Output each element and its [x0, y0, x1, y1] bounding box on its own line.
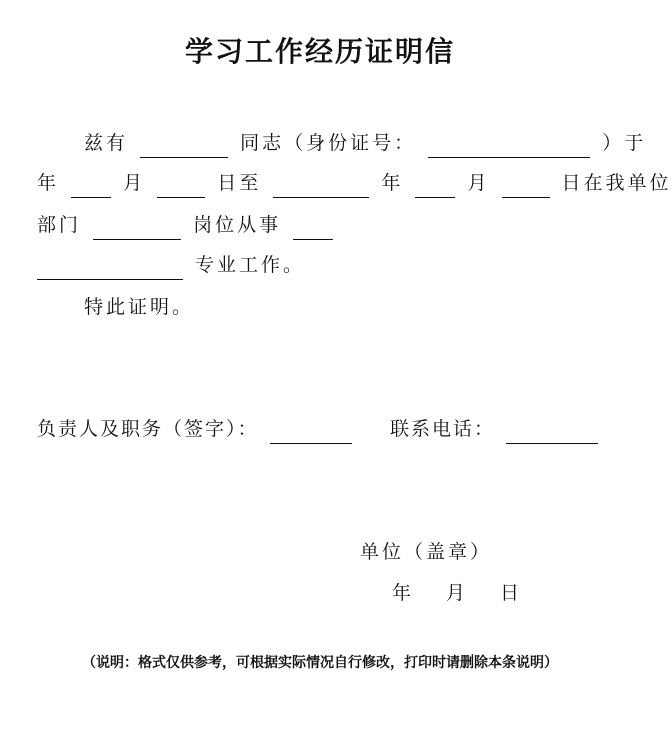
name-blank[interactable] [140, 137, 228, 158]
id-number-blank[interactable] [428, 137, 590, 158]
text-major-work: 专业工作。 [195, 254, 306, 276]
instruction-note: （说明：格式仅供参考，可根据实际情况自行修改，打印时请删除本条说明） [82, 655, 558, 671]
end-year-blank[interactable] [273, 177, 369, 198]
text-month-2: 月 [467, 172, 490, 194]
position-blank[interactable] [293, 219, 333, 240]
responsible-signature-blank[interactable] [270, 423, 352, 444]
body-line-4 [37, 250, 597, 280]
phone-label: 联系电话： [390, 418, 496, 440]
start-month-blank[interactable] [157, 177, 205, 198]
responsible-signature-row [37, 414, 355, 444]
phone-blank[interactable] [506, 423, 598, 444]
body-line-1 [37, 128, 647, 158]
body-line-5 [37, 292, 597, 322]
document-title: 学习工作经历证明信 [184, 35, 455, 68]
body-line-2 [37, 168, 672, 198]
start-year-blank[interactable] [71, 177, 111, 198]
major-work-blank[interactable] [37, 259, 183, 280]
text-year: 年 [37, 172, 60, 194]
text-zi-you: 兹有 [84, 132, 129, 154]
end-day-blank[interactable] [502, 177, 550, 198]
closing-text: 特此证明。 [84, 296, 195, 318]
date-year: 年 [392, 582, 412, 604]
text-position-engaged: 岗位从事 [193, 214, 282, 236]
text-day-at-unit: 日在我单位 [561, 172, 672, 194]
responsible-label: 负责人及职务（签字）： [37, 418, 259, 440]
unit-seal-label: 单位（盖章） [360, 541, 493, 563]
text-yu: ）于 [602, 132, 647, 154]
text-department: 部门 [37, 214, 82, 236]
end-month-blank[interactable] [415, 177, 455, 198]
phone-row [390, 414, 601, 444]
text-tongzhi-id: 同志（身份证号： [240, 132, 417, 154]
body-line-3 [37, 210, 597, 240]
department-blank[interactable] [93, 219, 181, 240]
date-month: 月 [446, 582, 466, 604]
text-month: 月 [123, 172, 146, 194]
date-day: 日 [500, 582, 520, 604]
text-year-2: 年 [381, 172, 404, 194]
text-day-to: 日至 [217, 172, 262, 194]
